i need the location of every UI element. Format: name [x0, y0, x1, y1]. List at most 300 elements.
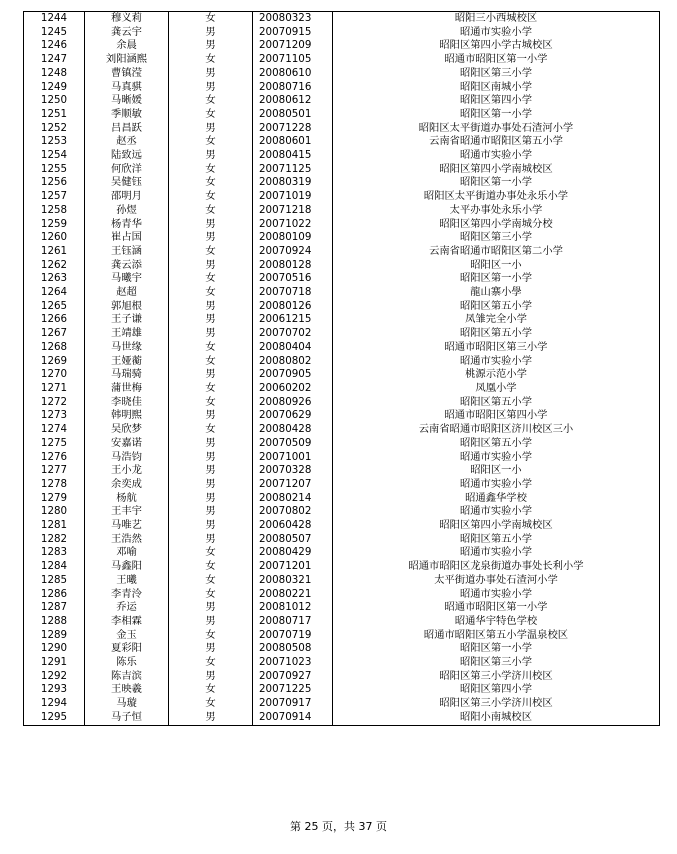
row-number-cell: 1280 — [24, 505, 85, 519]
birth-date-cell: 20070509 — [253, 437, 333, 451]
table-row — [24, 26, 660, 40]
table-row — [24, 478, 660, 492]
page-number-footer: 第 25 页，共 37 页 — [290, 820, 387, 833]
row-number-cell: 1273 — [24, 409, 85, 423]
row-number-cell: 1294 — [24, 697, 85, 711]
birth-date-cell: 20070924 — [253, 245, 333, 259]
birth-date-cell: 20080802 — [253, 355, 333, 369]
table-row — [24, 519, 660, 533]
student-name-cell: 马世缘 — [85, 341, 169, 355]
student-name-cell: 崔占国 — [85, 231, 169, 245]
student-name-cell: 杨航 — [85, 492, 169, 506]
student-name-cell: 马瑞骑 — [85, 368, 169, 382]
table-row — [24, 437, 660, 451]
student-name-cell: 龚云宇 — [85, 26, 169, 40]
row-number-cell: 1275 — [24, 437, 85, 451]
gender-cell: 男 — [169, 670, 253, 684]
student-name-cell: 李晓佳 — [85, 396, 169, 410]
birth-date-cell: 20071019 — [253, 190, 333, 204]
table-row — [24, 574, 660, 588]
student-roster-table — [23, 11, 660, 726]
row-number-cell: 1264 — [24, 286, 85, 300]
row-number-cell: 1268 — [24, 341, 85, 355]
row-number-cell: 1267 — [24, 327, 85, 341]
row-number-cell: 1263 — [24, 272, 85, 286]
student-name-cell: 王映羲 — [85, 683, 169, 697]
gender-cell: 男 — [169, 327, 253, 341]
gender-cell: 男 — [169, 67, 253, 81]
birth-date-cell: 20071125 — [253, 163, 333, 177]
birth-date-cell: 20080128 — [253, 259, 333, 273]
gender-cell: 女 — [169, 245, 253, 259]
row-number-cell: 1265 — [24, 300, 85, 314]
student-name-cell: 马浩钧 — [85, 451, 169, 465]
student-name-cell: 王曦 — [85, 574, 169, 588]
gender-cell: 男 — [169, 313, 253, 327]
table-row — [24, 135, 660, 149]
birth-date-cell: 20061215 — [253, 313, 333, 327]
birth-date-cell: 20080221 — [253, 588, 333, 602]
gender-cell: 女 — [169, 135, 253, 149]
table-row — [24, 642, 660, 656]
school-cell: 昭阳区第五小学 — [333, 437, 660, 451]
school-cell: 太平办事处永乐小学 — [333, 204, 660, 218]
school-cell: 昭通市昭阳区第一小学 — [333, 53, 660, 67]
gender-cell: 男 — [169, 122, 253, 136]
student-name-cell: 刘阳涵熙 — [85, 53, 169, 67]
gender-cell: 女 — [169, 176, 253, 190]
birth-date-cell: 20071201 — [253, 560, 333, 574]
student-name-cell: 杨青华 — [85, 218, 169, 232]
table-row — [24, 560, 660, 574]
row-number-cell: 1283 — [24, 546, 85, 560]
row-number-cell: 1274 — [24, 423, 85, 437]
birth-date-cell: 20080126 — [253, 300, 333, 314]
student-name-cell: 李相霖 — [85, 615, 169, 629]
student-name-cell: 安嘉诺 — [85, 437, 169, 451]
gender-cell: 男 — [169, 533, 253, 547]
student-name-cell: 王钰涵 — [85, 245, 169, 259]
table-row — [24, 341, 660, 355]
birth-date-cell: 20070914 — [253, 711, 333, 725]
school-cell: 太平街道办事处石渣河小学 — [333, 574, 660, 588]
gender-cell: 男 — [169, 218, 253, 232]
student-name-cell: 马璇 — [85, 697, 169, 711]
student-name-cell: 吴欣梦 — [85, 423, 169, 437]
birth-date-cell: 20071207 — [253, 478, 333, 492]
student-name-cell: 赵丞 — [85, 135, 169, 149]
student-name-cell: 陈乐 — [85, 656, 169, 670]
student-name-cell: 余奕成 — [85, 478, 169, 492]
gender-cell: 男 — [169, 368, 253, 382]
gender-cell: 女 — [169, 355, 253, 369]
birth-date-cell: 20071105 — [253, 53, 333, 67]
birth-date-cell: 20080501 — [253, 108, 333, 122]
row-number-cell: 1287 — [24, 601, 85, 615]
row-number-cell: 1250 — [24, 94, 85, 108]
table-row — [24, 451, 660, 465]
row-number-cell: 1276 — [24, 451, 85, 465]
school-cell: 昭通市实验小学 — [333, 355, 660, 369]
school-cell: 昭阳区一小 — [333, 464, 660, 478]
table-row — [24, 711, 660, 725]
birth-date-cell: 20080716 — [253, 81, 333, 95]
school-cell: 昭通市实验小学 — [333, 588, 660, 602]
gender-cell: 男 — [169, 519, 253, 533]
school-cell: 昭通市昭阳区第一小学 — [333, 601, 660, 615]
table-row — [24, 464, 660, 478]
school-cell: 昭阳区第三小学 — [333, 231, 660, 245]
gender-cell: 男 — [169, 642, 253, 656]
table-row — [24, 629, 660, 643]
school-cell: 昭阳区第三小学 — [333, 67, 660, 81]
gender-cell: 女 — [169, 53, 253, 67]
gender-cell: 女 — [169, 272, 253, 286]
school-cell: 昭阳区第三小学济川校区 — [333, 697, 660, 711]
gender-cell: 女 — [169, 341, 253, 355]
table-row — [24, 313, 660, 327]
student-name-cell: 余晨 — [85, 39, 169, 53]
table-row — [24, 39, 660, 53]
birth-date-cell: 20080214 — [253, 492, 333, 506]
school-cell: 昭阳区太平街道办事处石渣河小学 — [333, 122, 660, 136]
school-cell: 昭阳三小西城校区 — [333, 12, 660, 26]
school-cell: 龍山寨小學 — [333, 286, 660, 300]
table-row — [24, 396, 660, 410]
row-number-cell: 1256 — [24, 176, 85, 190]
school-cell: 昭阳区第五小学 — [333, 533, 660, 547]
birth-date-cell: 20070702 — [253, 327, 333, 341]
gender-cell: 女 — [169, 204, 253, 218]
student-name-cell: 郭旭根 — [85, 300, 169, 314]
row-number-cell: 1289 — [24, 629, 85, 643]
table-row — [24, 588, 660, 602]
school-cell: 昭阳区第四小学 — [333, 683, 660, 697]
birth-date-cell: 20080612 — [253, 94, 333, 108]
birth-date-cell: 20080601 — [253, 135, 333, 149]
row-number-cell: 1244 — [24, 12, 85, 26]
student-name-cell: 马曦宇 — [85, 272, 169, 286]
table-row — [24, 259, 660, 273]
row-number-cell: 1262 — [24, 259, 85, 273]
gender-cell: 男 — [169, 615, 253, 629]
student-name-cell: 何欣洋 — [85, 163, 169, 177]
table-row — [24, 409, 660, 423]
gender-cell: 女 — [169, 656, 253, 670]
student-name-cell: 马真骐 — [85, 81, 169, 95]
gender-cell: 女 — [169, 396, 253, 410]
row-number-cell: 1245 — [24, 26, 85, 40]
school-cell: 云南省昭通市昭阳区第二小学 — [333, 245, 660, 259]
row-number-cell: 1251 — [24, 108, 85, 122]
gender-cell: 男 — [169, 492, 253, 506]
birth-date-cell: 20070629 — [253, 409, 333, 423]
table-row — [24, 53, 660, 67]
table-row — [24, 368, 660, 382]
student-name-cell: 王丰宇 — [85, 505, 169, 519]
gender-cell: 男 — [169, 149, 253, 163]
table-row — [24, 176, 660, 190]
gender-cell: 男 — [169, 300, 253, 314]
student-name-cell: 陈吉滨 — [85, 670, 169, 684]
birth-date-cell: 20071023 — [253, 656, 333, 670]
school-cell: 昭阳区南城小学 — [333, 81, 660, 95]
table-row — [24, 272, 660, 286]
table-row — [24, 122, 660, 136]
row-number-cell: 1255 — [24, 163, 85, 177]
birth-date-cell: 20060428 — [253, 519, 333, 533]
school-cell: 昭阳区第四小学南城校区 — [333, 519, 660, 533]
student-name-cell: 陆致远 — [85, 149, 169, 163]
gender-cell: 男 — [169, 231, 253, 245]
table-row — [24, 615, 660, 629]
school-cell: 昭阳区第一小学 — [333, 176, 660, 190]
table-row — [24, 697, 660, 711]
row-number-cell: 1279 — [24, 492, 85, 506]
student-name-cell: 王靖雄 — [85, 327, 169, 341]
gender-cell: 女 — [169, 697, 253, 711]
row-number-cell: 1254 — [24, 149, 85, 163]
gender-cell: 男 — [169, 437, 253, 451]
table-row — [24, 67, 660, 81]
school-cell: 桃源示范小学 — [333, 368, 660, 382]
birth-date-cell: 20080404 — [253, 341, 333, 355]
student-name-cell: 马子恒 — [85, 711, 169, 725]
table-row — [24, 218, 660, 232]
birth-date-cell: 20080323 — [253, 12, 333, 26]
school-cell: 昭通市实验小学 — [333, 546, 660, 560]
student-name-cell: 曹镇滢 — [85, 67, 169, 81]
row-number-cell: 1277 — [24, 464, 85, 478]
table-row — [24, 382, 660, 396]
row-number-cell: 1293 — [24, 683, 85, 697]
school-cell: 昭阳区一小 — [333, 259, 660, 273]
school-cell: 昭阳区第三小学 — [333, 656, 660, 670]
row-number-cell: 1272 — [24, 396, 85, 410]
table-row — [24, 683, 660, 697]
school-cell: 昭通市实验小学 — [333, 478, 660, 492]
birth-date-cell: 20070927 — [253, 670, 333, 684]
gender-cell: 男 — [169, 409, 253, 423]
row-number-cell: 1285 — [24, 574, 85, 588]
gender-cell: 女 — [169, 683, 253, 697]
school-cell: 昭通市昭阳区第三小学 — [333, 341, 660, 355]
gender-cell: 女 — [169, 574, 253, 588]
school-cell: 昭阳区第五小学 — [333, 396, 660, 410]
table-row — [24, 12, 660, 26]
birth-date-cell: 20071228 — [253, 122, 333, 136]
gender-cell: 女 — [169, 12, 253, 26]
school-cell: 昭通市实验小学 — [333, 451, 660, 465]
school-cell: 昭阳区太平街道办事处永乐小学 — [333, 190, 660, 204]
gender-cell: 男 — [169, 39, 253, 53]
student-name-cell: 王小龙 — [85, 464, 169, 478]
row-number-cell: 1246 — [24, 39, 85, 53]
student-name-cell: 季顺敏 — [85, 108, 169, 122]
table-row — [24, 163, 660, 177]
student-name-cell: 龚云添 — [85, 259, 169, 273]
row-number-cell: 1281 — [24, 519, 85, 533]
table-row — [24, 546, 660, 560]
student-name-cell: 赵超 — [85, 286, 169, 300]
row-number-cell: 1266 — [24, 313, 85, 327]
birth-date-cell: 20071001 — [253, 451, 333, 465]
table-row — [24, 300, 660, 314]
school-cell: 云南省昭通市昭阳区济川校区三小 — [333, 423, 660, 437]
school-cell: 昭通鑫华学校 — [333, 492, 660, 506]
table-row — [24, 245, 660, 259]
row-number-cell: 1292 — [24, 670, 85, 684]
gender-cell: 男 — [169, 478, 253, 492]
student-name-cell: 孙煜 — [85, 204, 169, 218]
school-cell: 昭通市实验小学 — [333, 505, 660, 519]
gender-cell: 女 — [169, 190, 253, 204]
birth-date-cell: 20080321 — [253, 574, 333, 588]
birth-date-cell: 20080610 — [253, 67, 333, 81]
row-number-cell: 1271 — [24, 382, 85, 396]
row-number-cell: 1286 — [24, 588, 85, 602]
row-number-cell: 1259 — [24, 218, 85, 232]
student-name-cell: 马鑫阳 — [85, 560, 169, 574]
birth-date-cell: 20080415 — [253, 149, 333, 163]
table-row — [24, 355, 660, 369]
gender-cell: 女 — [169, 629, 253, 643]
school-cell: 昭阳小南城校区 — [333, 711, 660, 725]
table-row — [24, 656, 660, 670]
table-row — [24, 231, 660, 245]
birth-date-cell: 20081012 — [253, 601, 333, 615]
table-row — [24, 108, 660, 122]
row-number-cell: 1260 — [24, 231, 85, 245]
row-number-cell: 1253 — [24, 135, 85, 149]
student-name-cell: 王娅蘅 — [85, 355, 169, 369]
row-number-cell: 1284 — [24, 560, 85, 574]
gender-cell: 女 — [169, 423, 253, 437]
gender-cell: 女 — [169, 546, 253, 560]
student-name-cell: 夏彩阳 — [85, 642, 169, 656]
row-number-cell: 1288 — [24, 615, 85, 629]
student-name-cell: 邓喻 — [85, 546, 169, 560]
row-number-cell: 1258 — [24, 204, 85, 218]
school-cell: 昭阳区第四小学古城校区 — [333, 39, 660, 53]
row-number-cell: 1270 — [24, 368, 85, 382]
table-row — [24, 601, 660, 615]
birth-date-cell: 20070905 — [253, 368, 333, 382]
row-number-cell: 1278 — [24, 478, 85, 492]
student-name-cell: 吕昌跃 — [85, 122, 169, 136]
row-number-cell: 1249 — [24, 81, 85, 95]
school-cell: 云南省昭通市昭阳区第五小学 — [333, 135, 660, 149]
table-row — [24, 149, 660, 163]
table-row — [24, 505, 660, 519]
school-cell: 昭阳区第四小学南城分校 — [333, 218, 660, 232]
row-number-cell: 1248 — [24, 67, 85, 81]
birth-date-cell: 20071209 — [253, 39, 333, 53]
school-cell: 昭阳区第四小学 — [333, 94, 660, 108]
school-cell: 昭阳区第三小学济川校区 — [333, 670, 660, 684]
gender-cell: 男 — [169, 451, 253, 465]
birth-date-cell: 20080926 — [253, 396, 333, 410]
table-row — [24, 533, 660, 547]
birth-date-cell: 20060202 — [253, 382, 333, 396]
birth-date-cell: 20070915 — [253, 26, 333, 40]
table-row — [24, 327, 660, 341]
gender-cell: 女 — [169, 588, 253, 602]
table-row — [24, 190, 660, 204]
gender-cell: 男 — [169, 26, 253, 40]
birth-date-cell: 20071225 — [253, 683, 333, 697]
birth-date-cell: 20080429 — [253, 546, 333, 560]
row-number-cell: 1290 — [24, 642, 85, 656]
gender-cell: 男 — [169, 259, 253, 273]
roster-table-body — [24, 12, 660, 726]
gender-cell: 女 — [169, 108, 253, 122]
birth-date-cell: 20070719 — [253, 629, 333, 643]
school-cell: 昭阳区第一小学 — [333, 642, 660, 656]
gender-cell: 女 — [169, 560, 253, 574]
gender-cell: 男 — [169, 464, 253, 478]
school-cell: 昭通华宇特色学校 — [333, 615, 660, 629]
student-name-cell: 乔运 — [85, 601, 169, 615]
birth-date-cell: 20070718 — [253, 286, 333, 300]
birth-date-cell: 20080507 — [253, 533, 333, 547]
gender-cell: 男 — [169, 601, 253, 615]
student-name-cell: 王浩然 — [85, 533, 169, 547]
row-number-cell: 1247 — [24, 53, 85, 67]
row-number-cell: 1291 — [24, 656, 85, 670]
gender-cell: 女 — [169, 286, 253, 300]
student-name-cell: 穆义莉 — [85, 12, 169, 26]
birth-date-cell: 20070328 — [253, 464, 333, 478]
gender-cell: 女 — [169, 163, 253, 177]
table-row — [24, 81, 660, 95]
birth-date-cell: 20070802 — [253, 505, 333, 519]
school-cell: 昭通市实验小学 — [333, 149, 660, 163]
table-row — [24, 204, 660, 218]
student-name-cell: 邵明月 — [85, 190, 169, 204]
student-name-cell: 王子谦 — [85, 313, 169, 327]
birth-date-cell: 20070917 — [253, 697, 333, 711]
row-number-cell: 1257 — [24, 190, 85, 204]
table-row — [24, 492, 660, 506]
student-name-cell: 马晰媛 — [85, 94, 169, 108]
birth-date-cell: 20080109 — [253, 231, 333, 245]
gender-cell: 男 — [169, 81, 253, 95]
school-cell: 凤凰小学 — [333, 382, 660, 396]
birth-date-cell: 20080717 — [253, 615, 333, 629]
school-cell: 昭通市昭阳区第四小学 — [333, 409, 660, 423]
school-cell: 昭阳区第一小学 — [333, 272, 660, 286]
student-name-cell: 韩明熙 — [85, 409, 169, 423]
table-row — [24, 286, 660, 300]
school-cell: 昭通市昭阳区龙泉街道办事处长利小学 — [333, 560, 660, 574]
school-cell: 昭通市昭阳区第五小学温泉校区 — [333, 629, 660, 643]
table-row — [24, 94, 660, 108]
birth-date-cell: 20080508 — [253, 642, 333, 656]
school-cell: 昭通市实验小学 — [333, 26, 660, 40]
birth-date-cell: 20080428 — [253, 423, 333, 437]
gender-cell: 男 — [169, 505, 253, 519]
row-number-cell: 1295 — [24, 711, 85, 725]
row-number-cell: 1269 — [24, 355, 85, 369]
row-number-cell: 1261 — [24, 245, 85, 259]
row-number-cell: 1282 — [24, 533, 85, 547]
birth-date-cell: 20070516 — [253, 272, 333, 286]
school-cell: 昭阳区第五小学 — [333, 300, 660, 314]
birth-date-cell: 20071218 — [253, 204, 333, 218]
student-name-cell: 金玉 — [85, 629, 169, 643]
table-row — [24, 423, 660, 437]
